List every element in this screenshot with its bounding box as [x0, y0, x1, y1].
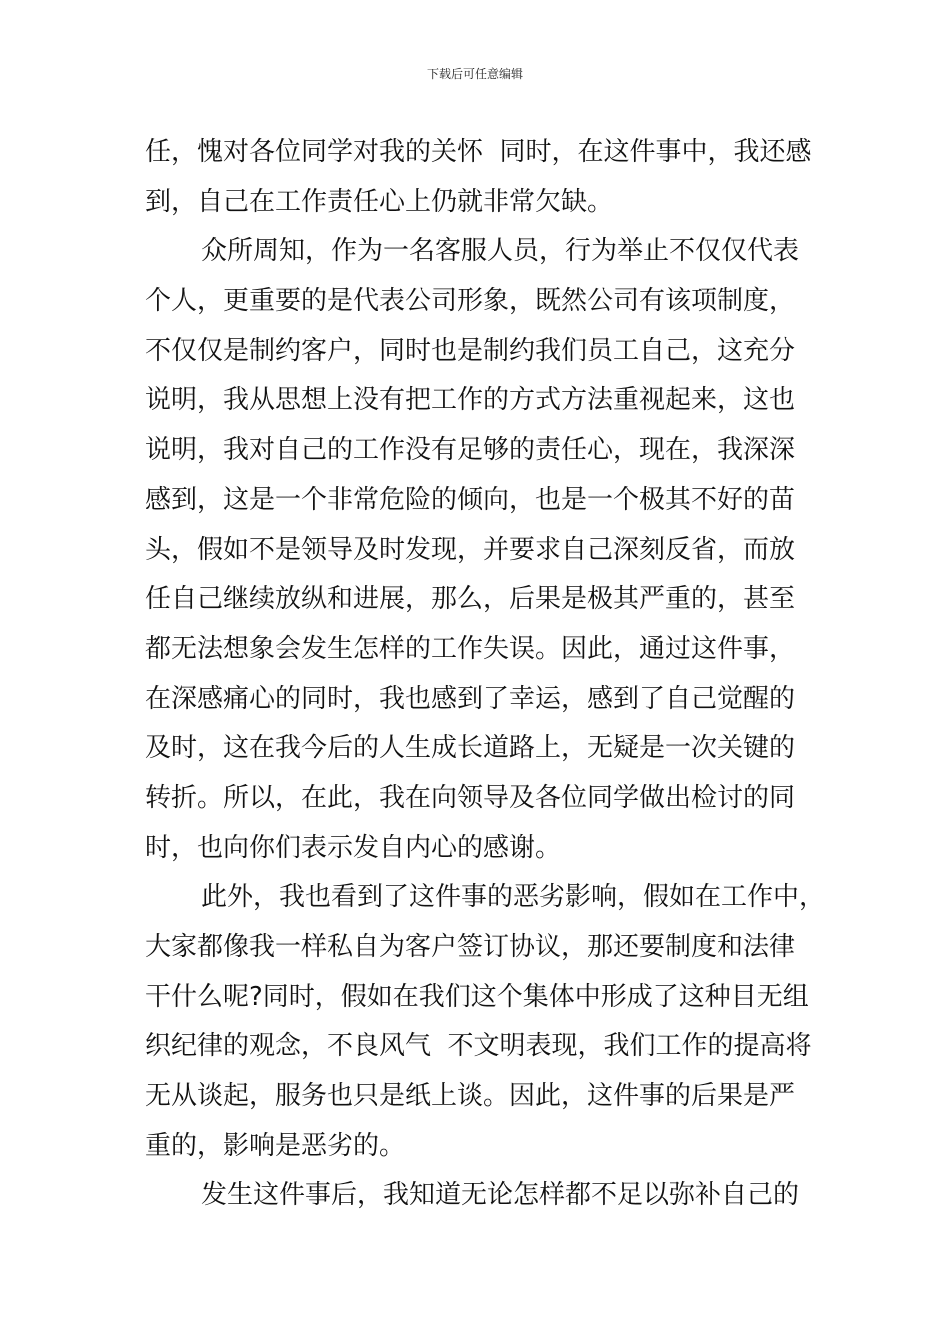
text-line: 感到，这是一个非常危险的倾向，也是一个极其不好的苗	[145, 484, 796, 515]
paragraph-start-line: 众所周知，作为一名客服人员，行为举止不仅仅代表	[201, 236, 800, 267]
text-line: 个人，更重要的是代表公司形象，既然公司有该项制度，	[145, 286, 796, 317]
paragraph-start-line: 此外，我也看到了这件事的恶劣影响，假如在工作中，	[201, 882, 826, 913]
text-line: 重的，影响是恶劣的。	[145, 1130, 406, 1161]
text-line: 任自己继续放纵和进展，那么，后果是极其严重的，甚至	[145, 584, 796, 615]
text-line: 无从谈起，服务也只是纸上谈。因此，这件事的后果是严	[145, 1081, 796, 1112]
text-line: 都无法想象会发生怎样的工作失误。因此，通过这件事，	[145, 633, 796, 664]
text-line: 任，愧对各位同学对我的关怀 同时，在这件事中，我还感	[145, 137, 812, 167]
text-line: 说明，我对自己的工作没有足够的责任心，现在，我深深	[145, 435, 796, 466]
text-line: 到，自己在工作责任心上仍就非常欠缺。	[145, 186, 614, 217]
document-body	[145, 128, 825, 1221]
text-line: 说明，我从思想上没有把工作的方式方法重视起来，这也	[145, 385, 796, 416]
text-line: 时，也向你们表示发自内心的感谢。	[145, 832, 562, 863]
text-line: 转折。所以，在此，我在向领导及各位同学做出检讨的同	[145, 782, 796, 813]
text-line: 及时，这在我今后的人生成长道路上，无疑是一次关键的	[145, 733, 796, 764]
text-line: 在深感痛心的同时，我也感到了幸运，感到了自己觉醒的	[145, 683, 796, 714]
text-line: 大家都像我一样私自为客户签订协议，那还要制度和法律	[145, 932, 796, 962]
paragraph-start-line: 发生这件事后，我知道无论怎样都不足以弥补自己的	[201, 1180, 800, 1211]
text-line: 织纪律的观念，不良风气 不文明表现，我们工作的提高将	[145, 1031, 812, 1062]
page-header: 下载后可任意编辑	[426, 67, 523, 81]
text-line: 干什么呢?同时，假如在我们这个集体中形成了这种目无组	[145, 981, 809, 1012]
text-line: 头，假如不是领导及时发现，并要求自己深刻反省，而放	[145, 534, 796, 565]
text-line: 不仅仅是制约客户，同时也是制约我们员工自己，这充分	[145, 335, 796, 366]
